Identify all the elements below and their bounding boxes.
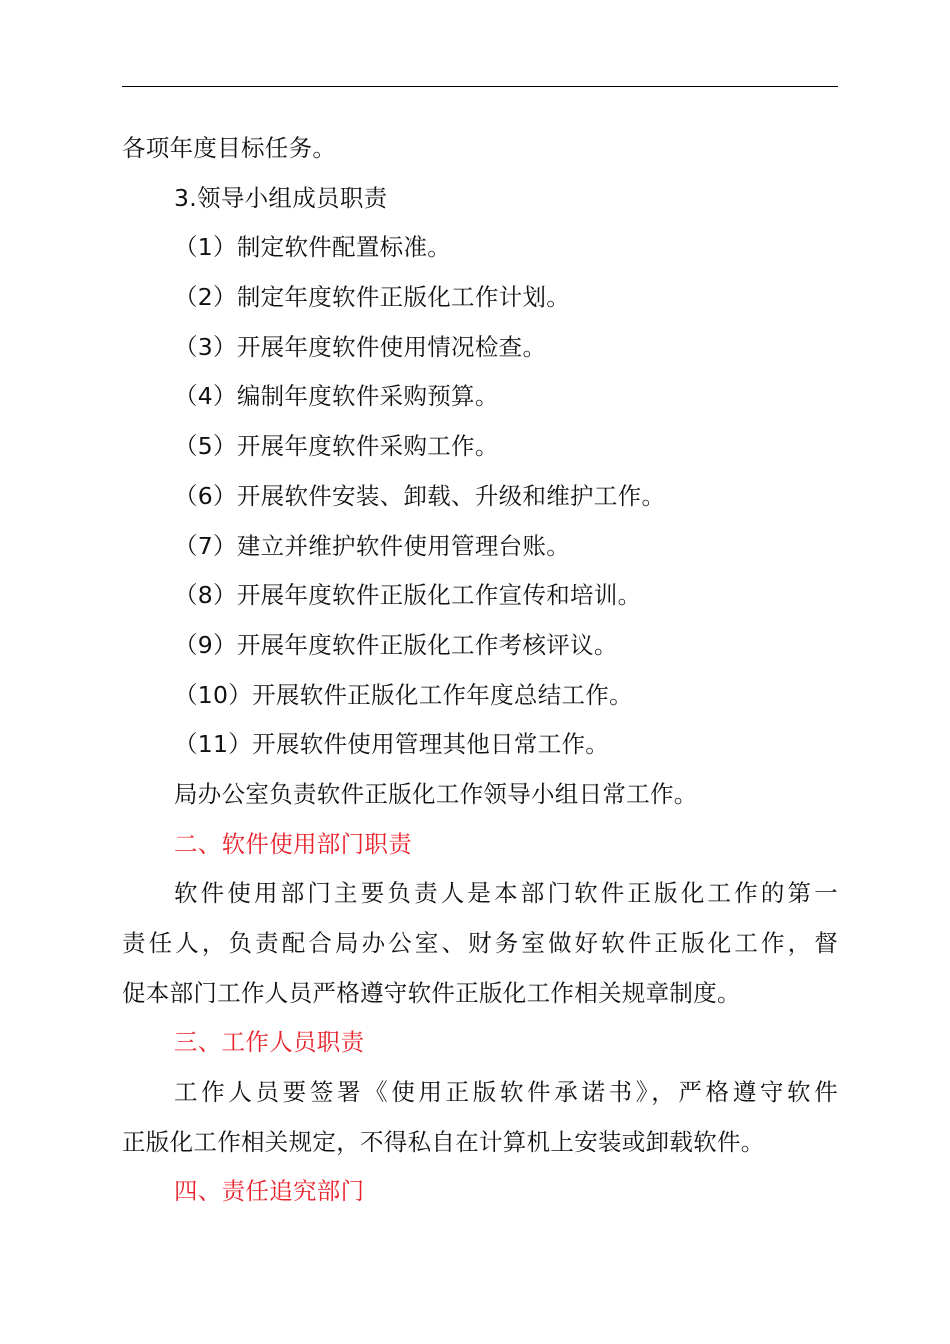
paragraph-line: （7）建立并维护软件使用管理台账。 — [174, 531, 571, 560]
paragraph-line: （2）制定年度软件正版化工作计划。 — [174, 283, 571, 312]
paragraph-line: （9）开展年度软件正版化工作考核评议。 — [174, 630, 618, 659]
paragraph-line: 责任人，负责配合局办公室、财务室做好软件正版化工作，督 — [122, 929, 838, 957]
paragraph-line: （5）开展年度软件采购工作。 — [174, 432, 499, 461]
paragraph-line: 促本部门工作人员严格遵守软件正版化工作相关规章制度。 — [122, 978, 741, 1007]
paragraph-line: （11）开展软件使用管理其他日常工作。 — [174, 730, 610, 759]
paragraph-line: 各项年度目标任务。 — [122, 134, 337, 162]
paragraph-line: 软件使用部门主要负责人是本部门软件正版化工作的第一 — [174, 879, 838, 908]
paragraph-line: 局办公室负责软件正版化工作领导小组日常工作。 — [174, 779, 698, 808]
paragraph-line: （4）编制年度软件采购预算。 — [174, 382, 499, 411]
paragraph-line: （10）开展软件正版化工作年度总结工作。 — [174, 680, 633, 709]
paragraph-line: 3.领导小组成员职责 — [174, 183, 388, 212]
header-rule — [122, 86, 838, 87]
paragraph-line: （8）开展年度软件正版化工作宣传和培训。 — [174, 581, 642, 610]
section-heading: 四、责任追究部门 — [174, 1177, 365, 1206]
section-heading: 二、软件使用部门职责 — [174, 829, 412, 858]
document-body — [122, 124, 838, 1217]
paragraph-line: （1）制定软件配置标准。 — [174, 233, 452, 262]
paragraph-line: （6）开展软件安装、卸载、升级和维护工作。 — [174, 481, 666, 510]
paragraph-line: （3）开展年度软件使用情况检查。 — [174, 332, 547, 361]
section-heading: 三、工作人员职责 — [174, 1028, 365, 1057]
paragraph-line: 正版化工作相关规定，不得私自在计算机上安装或卸载软件。 — [122, 1127, 765, 1156]
paragraph-line: 工作人员要签署《使用正版软件承诺书》，严格遵守软件 — [174, 1078, 838, 1107]
